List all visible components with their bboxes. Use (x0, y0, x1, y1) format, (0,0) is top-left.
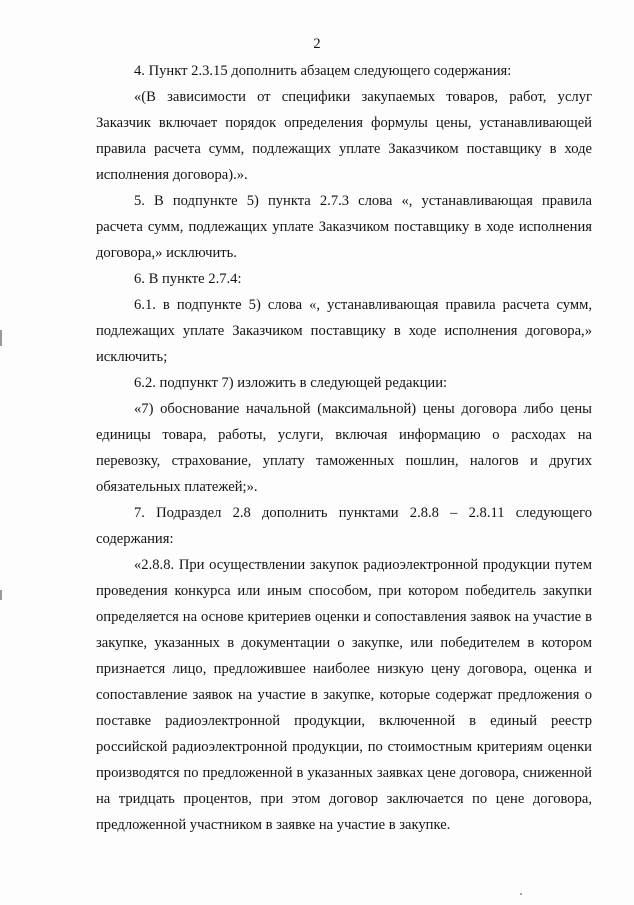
paragraph-item-4-quote: «(В зависимости от специфики закупаемых товаров, работ, услуг Заказчик включает порядок определения формулы цены, устанавливающей правила расчета сумм, подлежащих уплате Заказчиком поставщику в ходе исполнения договора).». (96, 89, 592, 183)
scan-edge-mark (0, 590, 2, 600)
paragraph-item-2-8-8: «2.8.8. При осуществлении закупок радиоэлектронной продукции путем проведения конкурса или иным способом, при котором победитель закупки определяется на основе критериев оценки и сопоставления заявок на участие в закупке, указанных в документации о закупке, или победителем в котором признается лицо, предложившее наиболее низкую цену договора, оценка и сопоставление заявок на участие в закупке, которые содержат предложения о поставке радиоэлектронной продукции, включенной в единый реестр российской радиоэлектронной продукции, по стоимостным критериям оценки производятся по предложенной в указанных заявках цене договора, сниженной на тридцать процентов, при этом договор заключается по цене договора, предложенной участником в заявке на участие в закупке. (96, 557, 592, 833)
paragraph-item-7: 7. Подраздел 2.8 дополнить пунктами 2.8.8 – 2.8.11 следующего содержания: (96, 505, 592, 547)
paragraph-item-6-2-quote: «7) обоснование начальной (максимальной) цены договора либо цены единицы товара, работы, услуги, включая информацию о расходах на перевозку, страхование, уплату таможенных пошлин, налогов и других обязательных платежей;». (96, 401, 592, 495)
paragraph-item-6-1: 6.1. в подпункте 5) слова «, устанавливающая правила расчета сумм, подлежащих уплате Заказчиком поставщику в ходе исполнения договора,» исключить; (96, 297, 592, 365)
paragraph-item-6: 6. В пункте 2.7.4: (134, 271, 242, 287)
scan-edge-mark (0, 330, 2, 346)
paragraph-item-6-2: 6.2. подпункт 7) изложить в следующей редакции: (134, 375, 448, 391)
scan-dot (520, 893, 522, 895)
page-number: 2 (313, 36, 321, 52)
document-body (96, 58, 592, 838)
paragraph-item-5: 5. В подпункте 5) пункта 2.7.3 слова «, устанавливающая правила расчета сумм, подлежащих уплате Заказчиком поставщику в ходе исполнения договора,» исключить. (96, 193, 592, 261)
paragraph-item-4: 4. Пункт 2.3.15 дополнить абзацем следующего содержания: (134, 63, 512, 79)
